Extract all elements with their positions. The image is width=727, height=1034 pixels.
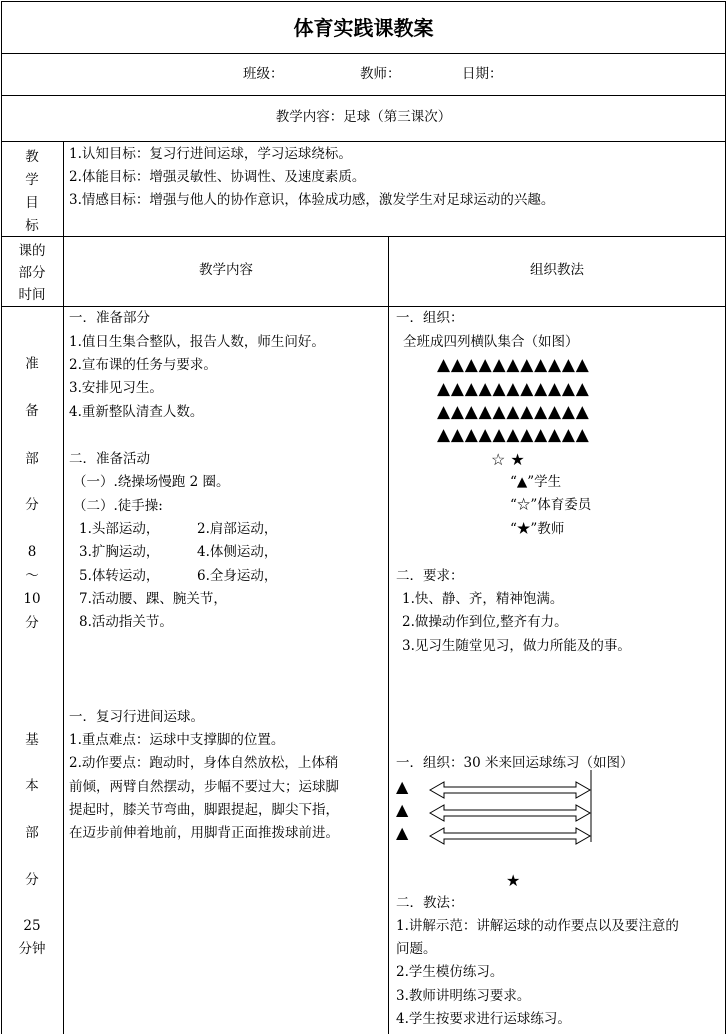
side-char: 标 bbox=[25, 218, 39, 234]
basic-heading: 一．复习行进间运球。 bbox=[69, 709, 204, 725]
double-arrow bbox=[430, 805, 590, 821]
teaching-method-heading: 二．教法： bbox=[396, 895, 464, 911]
row-divider bbox=[1, 306, 726, 307]
drill-student-triangle: ▲ bbox=[396, 823, 409, 842]
drill-student-triangle: ▲ bbox=[396, 800, 409, 819]
basic-side-char: 分钟 bbox=[18, 941, 46, 957]
goal-item: 3.情感目标：增强与他人的协作意识，体验成功感，激发学生对足球运动的兴趣。 bbox=[69, 192, 555, 208]
prep-side-char: 分 bbox=[25, 497, 39, 513]
legend-teacher: “★”教师 bbox=[510, 521, 565, 537]
prep-item: 3.安排见习生。 bbox=[69, 380, 163, 396]
exercise-item: 5.体转运动， bbox=[79, 568, 160, 584]
exercise-item: 6.全身运动， bbox=[197, 568, 278, 584]
student-triangle-row: ▲▲▲▲▲▲▲▲▲▲▲ bbox=[437, 402, 590, 422]
basic-side-char: 25 bbox=[23, 918, 41, 934]
exercise-item: 1.头部运动， bbox=[79, 521, 160, 537]
method-column-header: 组织教法 bbox=[530, 262, 584, 278]
formation-stars: ☆ ★ bbox=[491, 450, 525, 469]
prep-side-char: 部 bbox=[25, 451, 39, 467]
content-column-header: 教学内容 bbox=[199, 262, 253, 278]
basic-side-char: 本 bbox=[25, 778, 39, 794]
basic-side-char: 部 bbox=[25, 825, 39, 841]
basic-line: 2.动作要点：跑动时，身体自然放松，上体稍 bbox=[69, 755, 339, 771]
goal-item: 1.认知目标：复习行进间运球，学习运球绕标。 bbox=[69, 146, 352, 162]
method-step: 2.学生模仿练习。 bbox=[396, 964, 504, 980]
warmup-item: （一）.绕操场慢跑 2 圈。 bbox=[73, 474, 230, 490]
prep-item: 2.宣布课的任务与要求。 bbox=[69, 357, 217, 373]
basic-line: 在迈步前伸着地前，用脚背正面推拨球前进。 bbox=[69, 825, 339, 841]
teaching-content-line: 教学内容：足球（第三课次） bbox=[275, 109, 452, 125]
exercise-item: 7.活动腰、踝、腕关节， bbox=[79, 591, 227, 607]
method-step: 3.教师讲明练习要求。 bbox=[396, 988, 531, 1004]
dribbling-drill-diagram bbox=[420, 770, 600, 850]
basic-line: 提起时，膝关节弯曲，脚跟提起，脚尖下指， bbox=[69, 802, 339, 818]
prep-side-char: 准 bbox=[25, 356, 39, 372]
side-char: 目 bbox=[25, 195, 39, 211]
requirements-heading: 二．要求： bbox=[396, 568, 464, 584]
prep-item: 1.值日生集合整队，报告人数，师生问好。 bbox=[69, 334, 325, 350]
student-triangle-row: ▲▲▲▲▲▲▲▲▲▲▲ bbox=[437, 355, 590, 375]
drill-student-triangle: ▲ bbox=[396, 777, 409, 796]
student-triangle-row: ▲▲▲▲▲▲▲▲▲▲▲ bbox=[437, 379, 590, 399]
table-border-top bbox=[1, 1, 726, 2]
table-border-right bbox=[725, 1, 726, 1034]
warmup-item: （二）.徒手操: bbox=[73, 498, 163, 514]
double-arrow bbox=[430, 782, 590, 798]
class-label: 班级： bbox=[243, 66, 284, 82]
page-title: 体育实践课教案 bbox=[293, 16, 434, 40]
prep-heading: 一．准备部分 bbox=[69, 310, 150, 326]
side-char: 教 bbox=[25, 149, 39, 165]
prep-item: 4.重新整队清查人数。 bbox=[69, 404, 204, 420]
date-label: 日期： bbox=[462, 66, 503, 82]
requirement-item: 2.做操动作到位,整齐有力。 bbox=[402, 614, 568, 630]
header-line: 课的 bbox=[18, 243, 46, 259]
legend-sports-committee: “☆”体育委员 bbox=[510, 497, 592, 513]
part-time-header bbox=[1, 240, 63, 306]
teacher-star: ★ bbox=[506, 871, 521, 890]
requirement-item: 3.见习生随堂见习，做力所能及的事。 bbox=[402, 638, 631, 654]
basic-line: 前倾，两臂自然摆动，步幅不要过大；运球脚 bbox=[69, 779, 339, 795]
organization-heading: 一．组织： bbox=[396, 310, 464, 326]
teacher-label: 教师： bbox=[360, 66, 401, 82]
header-line: 时间 bbox=[18, 287, 46, 303]
basic-side-char: 基 bbox=[25, 732, 39, 748]
exercise-item: 2.肩部运动， bbox=[197, 521, 278, 537]
prep-side-char: 备 bbox=[25, 403, 39, 419]
double-arrow bbox=[430, 828, 590, 844]
row-divider bbox=[1, 95, 726, 96]
exercise-item: 8.活动指关节。 bbox=[79, 614, 173, 630]
requirement-item: 1.快、静、齐，精神饱满。 bbox=[402, 591, 564, 607]
side-char: 学 bbox=[25, 172, 39, 188]
goal-item: 2.体能目标：增强灵敏性、协调性、及速度素质。 bbox=[69, 169, 366, 185]
method-step: 问题。 bbox=[396, 941, 437, 957]
goals-side-label bbox=[1, 146, 63, 238]
header-line: 部分 bbox=[18, 265, 46, 281]
prep-side-char: 10 bbox=[23, 591, 41, 607]
student-triangle-row: ▲▲▲▲▲▲▲▲▲▲▲ bbox=[437, 425, 590, 445]
row-divider bbox=[1, 53, 726, 54]
basic-line: 1.重点难点：运球中支撑脚的位置。 bbox=[69, 732, 285, 748]
prep-side-char: 8 bbox=[27, 544, 37, 560]
row-divider bbox=[1, 236, 726, 237]
legend-student: “▲”学生 bbox=[510, 474, 562, 490]
exercise-item: 4.体侧运动， bbox=[197, 544, 278, 560]
exercise-item: 3.扩胸运动， bbox=[79, 544, 160, 560]
column-divider bbox=[388, 236, 389, 1034]
drill-organization-heading: 一．组织：30 米来回运球练习（如图） bbox=[396, 755, 634, 771]
basic-side-char: 分 bbox=[25, 872, 39, 888]
formation-line: 全班成四列横队集合（如图） bbox=[403, 334, 579, 350]
row-divider bbox=[1, 141, 726, 142]
method-step: 4.学生按要求进行运球练习。 bbox=[396, 1011, 571, 1027]
method-step: 1.讲解示范：讲解运球的动作要点以及要注意的 bbox=[396, 918, 679, 934]
warmup-heading: 二．准备活动 bbox=[69, 451, 150, 467]
prep-side-char: 分 bbox=[25, 615, 39, 631]
prep-side-char: ～ bbox=[25, 568, 39, 584]
